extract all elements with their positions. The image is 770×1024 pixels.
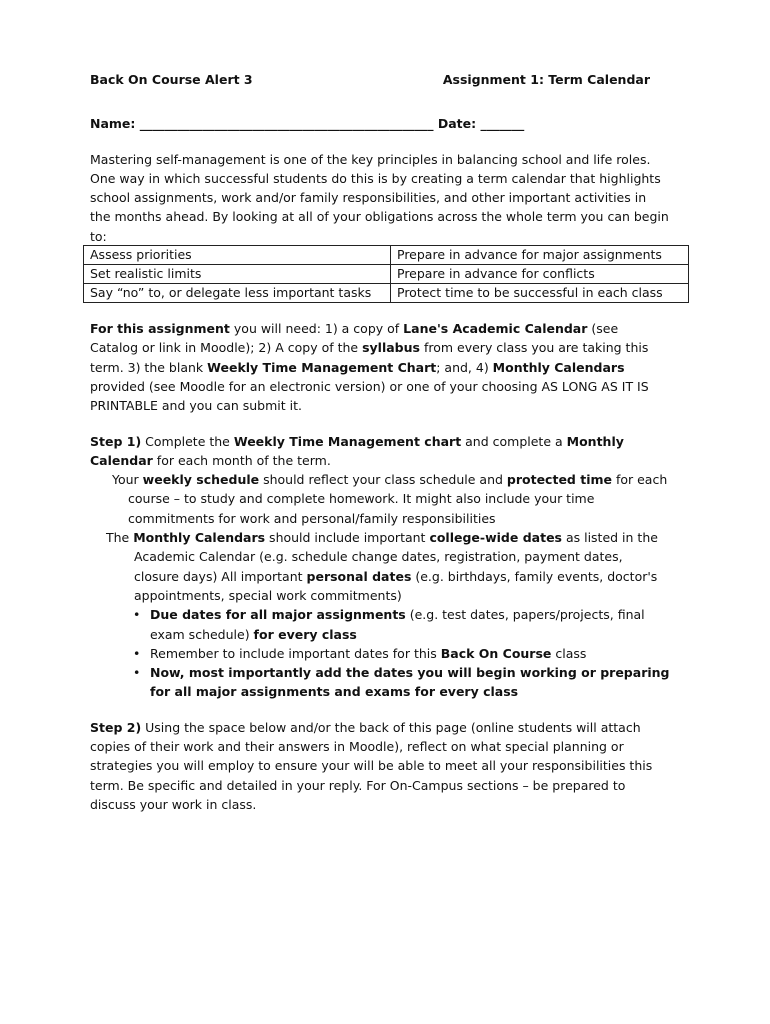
bold-text: Monthly Calendars: [492, 359, 625, 375]
bold-text: personal dates: [306, 568, 412, 584]
text: Complete the: [141, 433, 234, 449]
bullet-icon: •: [133, 645, 141, 661]
text: for each course – to study and complete homework. It might also include your time commitments for work and personal/family responsibilities: [128, 472, 668, 526]
text: (see Catalog or link in Moodle); 2) A copy of the: [90, 321, 619, 356]
text: Using the space below and/or the back of this page (online students will attach copies of their work and their answers in Moodle), reflect on what special planning or strategies you will employ to ensure your will be able to meet all your responsibilities this term. Be specific and detailed in your reply. For On-Campus sections – be prepared to discuss your work in class.: [90, 719, 653, 812]
step2-paragraph: [90, 718, 670, 814]
table-cell: Assess priorities: [84, 246, 391, 265]
bold-text: syllabus: [362, 340, 420, 356]
text: provided (see Moodle for an electronic version) or one of your choosing AS LONG AS IT IS PRINTABLE and you can submit it.: [90, 378, 649, 414]
text: The: [106, 530, 134, 546]
bold-text: for every class: [253, 626, 357, 642]
step1-bullet-list: [90, 605, 670, 701]
text: should include important: [265, 530, 430, 546]
bold-text: Monthly Calendar: [90, 433, 624, 468]
bold-text: For this assignment: [90, 321, 230, 337]
text: should reflect your class schedule and: [259, 472, 507, 488]
bold-text: Now, most importantly add the dates you will begin working or preparing for all major assignments and exams for every class: [150, 665, 670, 700]
priorities-table: [83, 245, 689, 303]
alert-title: Back On Course Alert 3: [90, 72, 253, 87]
name-label: Name:: [90, 116, 136, 132]
bullet-icon: •: [133, 665, 141, 681]
list-item: [90, 644, 670, 663]
weekly-schedule-paragraph: [90, 470, 670, 528]
step-label: Step 1): [90, 433, 142, 449]
table-cell: Set realistic limits: [84, 265, 391, 284]
date-field[interactable]: _______: [480, 116, 525, 132]
intro-paragraph: Mastering self-management is one of the key principles in balancing school and life roles. One way in which successful students do this is by creating a term calendar that highlights school assignments, work and/or family responsibilities, and other important activities in the months ahead. By looking at all of your obligations across the whole term you can begin to:: [90, 151, 669, 244]
text: and complete a: [461, 433, 567, 449]
bold-text: Weekly Time Management chart: [233, 433, 462, 449]
assignment-title: Assignment 1: Term Calendar: [442, 72, 650, 87]
date-label: Date:: [437, 116, 477, 132]
text: from every class you are taking this term. 3) the blank: [90, 340, 649, 375]
name-date-line: [90, 114, 670, 133]
bold-text: Due dates for all major assignments: [150, 607, 406, 623]
document-page: [90, 70, 670, 814]
table-cell: Protect time to be successful in each class: [391, 284, 689, 303]
bold-text: weekly schedule: [142, 472, 260, 488]
bold-text: protected time: [506, 472, 612, 488]
text: you will need: 1) a copy of: [229, 321, 404, 337]
bold-text: college-wide dates: [429, 530, 562, 546]
step1-paragraph: [90, 432, 670, 471]
text: Your: [112, 472, 143, 488]
text: as listed in the Academic Calendar (e.g. schedule change dates, registration, payment dates, closure days) All important: [134, 530, 658, 584]
document-header: [90, 70, 670, 89]
bold-text: Weekly Time Management Chart: [207, 359, 437, 375]
table-cell: Prepare in advance for conflicts: [391, 265, 689, 284]
step-label: Step 2): [90, 719, 142, 735]
table-row: [84, 284, 689, 303]
name-field[interactable]: _______________________________________________: [139, 116, 434, 132]
text: Remember to include important dates for this: [150, 645, 441, 661]
bold-text: Lane's Academic Calendar: [403, 321, 588, 337]
text: ; and, 4): [436, 359, 493, 375]
table-row: [84, 265, 689, 284]
monthly-calendars-paragraph: [90, 528, 670, 605]
text: for each month of the term.: [152, 452, 331, 468]
bold-text: Monthly Calendars: [133, 530, 266, 546]
text: (e.g. test dates, papers/projects, final exam schedule): [150, 607, 645, 642]
table-row: [84, 246, 689, 265]
list-item: [90, 663, 670, 702]
assignment-paragraph: [90, 319, 670, 415]
text: class: [551, 645, 587, 661]
table-cell: Prepare in advance for major assignments: [391, 246, 689, 265]
text: (e.g. birthdays, family events, doctor's appointments, special work commitments): [134, 568, 658, 603]
list-item: [90, 605, 670, 644]
table-cell: Say “no” to, or delegate less important tasks: [84, 284, 391, 303]
bold-text: Back On Course: [440, 645, 552, 661]
bullet-icon: •: [133, 607, 141, 623]
